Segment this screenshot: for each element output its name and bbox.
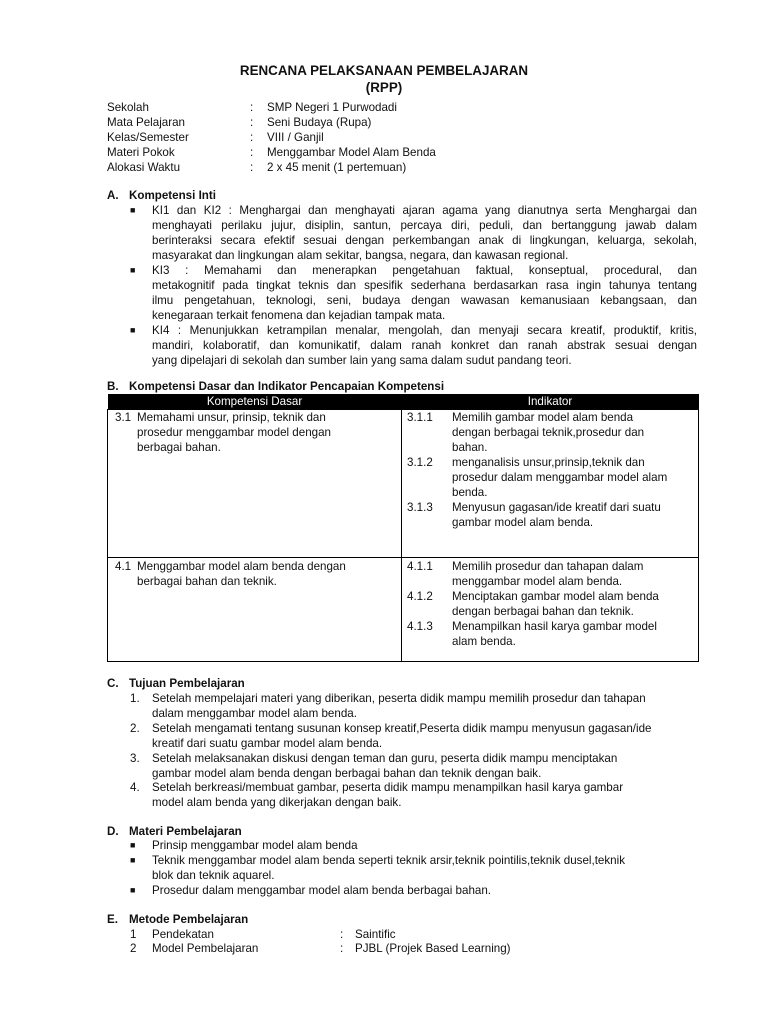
indicator-number: 3.1.1 bbox=[407, 411, 433, 424]
objective-line: model alam benda yang dikerjakan dengan baik. bbox=[152, 796, 402, 809]
ki-line: menghayati perilaku jujur, disiplin, santun, percaya diri, peduli, dan bertanggung jawab dalam bbox=[152, 219, 697, 232]
indicator-text bbox=[452, 589, 692, 619]
method-separator: : bbox=[340, 928, 344, 941]
indicator-line: bahan. bbox=[452, 441, 488, 454]
method-label: Model Pembelajaran bbox=[152, 942, 259, 955]
ki-line: ilmu pengetahuan, teknologi, seni, budaya dengan wawasan kemanusiaan kebangsaan, dan bbox=[152, 294, 697, 307]
section-letter: B. bbox=[107, 380, 119, 393]
indicator-line: Menyusun gagasan/ide kreatif dari suatu bbox=[452, 501, 661, 514]
indicator-line: menganalisis unsur,prinsip,teknik dan bbox=[452, 456, 645, 469]
indicator-line: gambar model alam benda. bbox=[452, 516, 594, 529]
identity-value: 2 x 45 menit (1 pertemuan) bbox=[267, 161, 407, 174]
section-b-heading bbox=[107, 379, 444, 394]
section-d-heading bbox=[107, 824, 242, 839]
material-line: Teknik menggambar model alam benda seperti teknik arsir,teknik pointilis,teknik dusel,teknik bbox=[152, 854, 625, 867]
material-line: Prosedur dalam menggambar model alam benda berbagai bahan. bbox=[152, 884, 492, 897]
indicator-number: 4.1.1 bbox=[407, 560, 433, 573]
kd-description bbox=[137, 410, 392, 455]
ki-line: KI4 : Menunjukkan ketrampilan menalar, mengolah, dan menyaji secara kreatif, produktif, kritis, bbox=[152, 324, 697, 337]
ki-item bbox=[152, 263, 697, 323]
identity-value: Menggambar Model Alam Benda bbox=[267, 146, 436, 159]
indicator-text bbox=[452, 410, 692, 455]
identity-separator: : bbox=[250, 101, 254, 114]
indicator-text bbox=[452, 559, 692, 589]
objective-number: 4. bbox=[130, 781, 140, 794]
square-bullet-icon: ■ bbox=[130, 855, 136, 865]
objective-line: gambar model alam benda dengan berbagai bahan dan teknik dengan baik. bbox=[152, 767, 542, 780]
objective-line: Setelah melaksanakan diskusi dengan teman dan guru, peserta didik mampu menciptakan bbox=[152, 752, 618, 765]
ki-item bbox=[152, 203, 697, 263]
indicator-line: Menampilkan hasil karya gambar model bbox=[452, 620, 657, 633]
indicator-line: prosedur dalam menggambar model alam bbox=[452, 471, 668, 484]
ki-line: kenegaraan terkait fenomena dan kejadian tampak mata. bbox=[152, 309, 446, 322]
method-value: Saintific bbox=[355, 928, 396, 941]
objective-item bbox=[152, 751, 697, 781]
square-bullet-icon: ■ bbox=[130, 840, 136, 850]
material-item bbox=[152, 883, 697, 898]
objective-number: 3. bbox=[130, 752, 140, 765]
indicator-line: menggambar model alam benda. bbox=[452, 575, 623, 588]
material-item bbox=[152, 838, 697, 853]
identity-label: Materi Pokok bbox=[107, 146, 175, 159]
objective-number: 1. bbox=[130, 692, 140, 705]
kd-cell bbox=[108, 410, 402, 558]
ki-line: mandiri, kolaboratif, dan komunikatif, dalam ranah konkret dan ranah abstrak sesuai dengan bbox=[152, 339, 697, 352]
section-letter: A. bbox=[107, 189, 119, 202]
square-bullet-icon: ■ bbox=[130, 205, 136, 215]
identity-label: Alokasi Waktu bbox=[107, 161, 181, 174]
indicator-number: 3.1.3 bbox=[407, 501, 433, 514]
square-bullet-icon: ■ bbox=[130, 885, 136, 895]
column-header-indikator: Indikator bbox=[402, 394, 699, 410]
objective-line: dalam menggambar model alam benda. bbox=[152, 707, 357, 720]
identity-label: Sekolah bbox=[107, 101, 149, 114]
section-title: Kompetensi Inti bbox=[129, 189, 216, 202]
ki-item bbox=[152, 323, 697, 368]
competency-table bbox=[107, 394, 699, 662]
kd-line: berbagai bahan dan teknik. bbox=[137, 575, 277, 588]
kd-cell bbox=[108, 558, 402, 662]
section-title: Metode Pembelajaran bbox=[129, 913, 249, 926]
indicator-line: alam benda. bbox=[452, 635, 516, 648]
ki-line: metakognitif pada tingkat teknis dan spesifik sederhana berdasarkan rasa ingin tahunya tentang bbox=[152, 279, 697, 292]
objective-line: Setelah berkreasi/membuat gambar, peserta didik mampu menampilkan hasil karya gambar bbox=[152, 781, 624, 794]
section-title: Tujuan Pembelajaran bbox=[129, 677, 245, 690]
document-subtitle: (RPP) bbox=[365, 80, 403, 95]
objective-number: 2. bbox=[130, 722, 140, 735]
identity-value: SMP Negeri 1 Purwodadi bbox=[267, 101, 397, 114]
section-a-heading bbox=[107, 188, 216, 203]
ki-line: KI3 : Memahami dan menerapkan pengetahuan faktual, konseptual, procedural, dan bbox=[152, 264, 697, 277]
identity-separator: : bbox=[250, 116, 254, 129]
indicator-text bbox=[452, 500, 692, 530]
square-bullet-icon: ■ bbox=[130, 325, 136, 335]
method-number: 2 bbox=[130, 942, 137, 955]
objective-item bbox=[152, 780, 697, 810]
identity-value: VIII / Ganjil bbox=[267, 131, 324, 144]
indicator-cell bbox=[402, 410, 699, 558]
method-number: 1 bbox=[130, 928, 137, 941]
kd-number: 4.1 bbox=[115, 560, 132, 573]
objective-item bbox=[152, 721, 697, 751]
indicator-number: 4.1.2 bbox=[407, 590, 433, 603]
ki-line: berinteraksi secara efektif sesuai dengan perkembangan anak di lingkungan, keluarga, sekolah, bbox=[152, 234, 697, 247]
identity-label: Kelas/Semester bbox=[107, 131, 189, 144]
square-bullet-icon: ■ bbox=[130, 265, 136, 275]
material-line: blok dan teknik aquarel. bbox=[152, 869, 275, 882]
indicator-number: 4.1.3 bbox=[407, 620, 433, 633]
indicator-text bbox=[452, 455, 692, 500]
identity-separator: : bbox=[250, 131, 254, 144]
indicator-number: 3.1.2 bbox=[407, 456, 433, 469]
kd-number: 3.1 bbox=[115, 411, 132, 424]
indicator-line: Menciptakan gambar model alam benda bbox=[452, 590, 659, 603]
method-value: PJBL (Projek Based Learning) bbox=[355, 942, 511, 955]
section-letter: E. bbox=[107, 913, 118, 926]
table-row bbox=[108, 558, 699, 662]
indicator-line: benda. bbox=[452, 486, 488, 499]
indicator-line: Memilih prosedur dan tahapan dalam bbox=[452, 560, 644, 573]
kd-description bbox=[137, 559, 392, 589]
ki-line: yang dipelajari di sekolah dan sumber lain yang sama dalam sudut pandang teori. bbox=[152, 354, 572, 367]
kd-line: prosedur menggambar model dengan bbox=[137, 426, 331, 439]
section-c-heading bbox=[107, 676, 245, 691]
identity-label: Mata Pelajaran bbox=[107, 116, 185, 129]
section-title: Materi Pembelajaran bbox=[129, 825, 242, 838]
objective-line: Setelah mempelajari materi yang diberikan, peserta didik mampu memilih prosedur dan tahapan bbox=[152, 692, 646, 705]
section-letter: C. bbox=[107, 677, 119, 690]
indicator-line: dengan berbagai teknik,prosedur dan bbox=[452, 426, 645, 439]
kd-line: Menggambar model alam benda dengan bbox=[137, 560, 346, 573]
objective-item bbox=[152, 691, 697, 721]
ki-line: KI1 dan KI2 : Menghargai dan menghayati ajaran agama yang dianutnya serta Menghargai dan bbox=[152, 204, 697, 217]
ki-line: masyarakat dan lingkungan alam sekitar, bangsa, negara, dan kawasan regional. bbox=[152, 249, 569, 262]
document-title: RENCANA PELAKSANAAN PEMBELAJARAN bbox=[239, 63, 529, 78]
objective-line: Setelah mengamati tentang susunan konsep kreatif,Peserta didik mampu menyusun gagasan/ide bbox=[152, 722, 652, 735]
identity-separator: : bbox=[250, 146, 254, 159]
section-letter: D. bbox=[107, 825, 119, 838]
section-title: Kompetensi Dasar dan Indikator Pencapaian Kompetensi bbox=[129, 380, 445, 393]
indicator-cell bbox=[402, 558, 699, 662]
identity-separator: : bbox=[250, 161, 254, 174]
table-row bbox=[108, 410, 699, 558]
section-e-heading bbox=[107, 912, 248, 927]
method-separator: : bbox=[340, 942, 344, 955]
kd-line: Memahami unsur, prinsip, teknik dan bbox=[137, 411, 326, 424]
objective-line: kreatif dari suatu gambar model alam benda. bbox=[152, 737, 383, 750]
column-header-kd: Kompetensi Dasar bbox=[108, 394, 402, 410]
indicator-line: Memilih gambar model alam benda bbox=[452, 411, 634, 424]
material-line: Prinsip menggambar model alam benda bbox=[152, 839, 358, 852]
material-item bbox=[152, 853, 697, 883]
identity-value: Seni Budaya (Rupa) bbox=[267, 116, 372, 129]
method-label: Pendekatan bbox=[152, 928, 214, 941]
indicator-line: dengan berbagai bahan dan teknik. bbox=[452, 605, 634, 618]
indicator-text bbox=[452, 619, 692, 649]
kd-line: berbagai bahan. bbox=[137, 441, 221, 454]
